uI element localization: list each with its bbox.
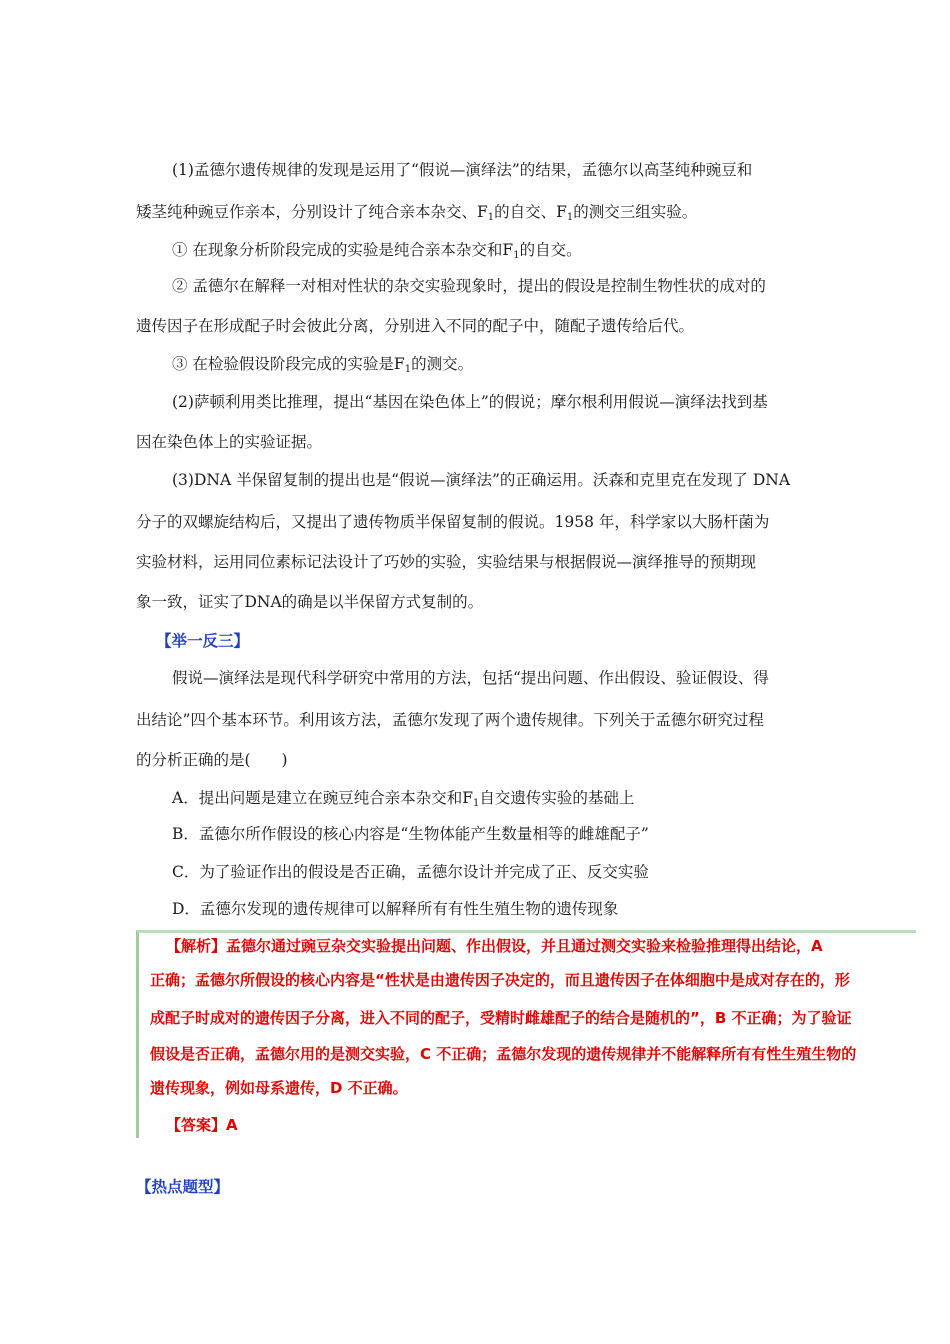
text-span: A．提出问题是建立在豌豆纯合亲本杂交和F	[172, 789, 473, 807]
analysis-line2: 正确；孟德尔所假设的核心内容是“性状是由遗传因子决定的，而且遗传因子在体细胞中是成对存在的，形	[150, 971, 850, 989]
summary-p2-line2: 因在染色体上的实验证据。	[136, 433, 323, 451]
summary-p2-line1: (2)萨顿利用类比推理，提出“基因在染色体上”的假说；摩尔根利用假说—演绎法找到基	[172, 393, 768, 411]
summary-item2-line1: ② 孟德尔在解释一对相对性状的杂交实验现象时，提出的假设是控制生物性状的成对的	[172, 277, 766, 295]
option-d: D．孟德尔发现的遗传规律可以解释所有有性生殖生物的遗传现象	[172, 900, 619, 918]
summary-item3	[172, 354, 862, 380]
text-span: 的测交三组实验。	[573, 203, 698, 221]
summary-p1-line2	[136, 202, 826, 228]
summary-item1	[172, 240, 862, 266]
subscript: 1	[566, 212, 574, 223]
text-span: 自交遗传实验的基础上	[479, 789, 635, 807]
analysis-line3: 成配子时成对的遗传因子分离，进入不同的配子，受精时雌雄配子的结合是随机的”，B 不正确；为了验证	[150, 1009, 852, 1027]
summary-p3-line4: 象一致，证实了DNA的确是以半保留方式复制的。	[136, 593, 484, 611]
text-span: ③ 在检验假设阶段完成的实验是F	[172, 355, 405, 373]
text-span: 的测交。	[411, 355, 474, 373]
practice-heading: 【举一反三】	[156, 631, 250, 650]
analysis-box	[136, 930, 916, 1138]
summary-p1-line1: (1)孟德尔遗传规律的发现是运用了“假说—演绎法”的结果，孟德尔以高茎纯种豌豆和	[172, 161, 753, 179]
subscript: 1	[513, 250, 520, 261]
subscript: 1	[487, 212, 495, 223]
text-span: ① 在现象分析阶段完成的实验是纯合亲本杂交和F	[172, 241, 514, 259]
option-b: B．孟德尔所作假设的核心内容是“生物体能产生数量相等的雌雄配子”	[172, 825, 649, 843]
summary-item2-line2: 遗传因子在形成配子时会彼此分离，分别进入不同的配子中，随配子遗传给后代。	[136, 317, 695, 335]
option-a	[172, 788, 862, 814]
text-span: 矮茎纯种豌豆作亲本，分别设计了纯合亲本杂交、F	[136, 203, 488, 221]
analysis-line4: 假设是否正确，孟德尔用的是测交实验，C 不正确；孟德尔发现的遗传规律并不能解释所有有性生殖生物的	[150, 1045, 857, 1063]
option-c: C．为了验证作出的假设是否正确，孟德尔设计并完成了正、反交实验	[172, 863, 649, 881]
summary-p3-line3: 实验材料，运用同位素标记法设计了巧妙的实验，实验结果与根据假说—演绎推导的预期现	[136, 553, 757, 571]
text-span: 的自交、F	[494, 203, 567, 221]
question-line2: 出结论”四个基本环节。利用该方法，孟德尔发现了两个遗传规律。下列关于孟德尔研究过程	[136, 711, 764, 729]
text-span: 的自交。	[519, 241, 582, 259]
question-line3: 的分析正确的是( )	[136, 751, 288, 769]
summary-p3-line1: (3)DNA 半保留复制的提出也是“假说—演绎法”的正确运用。沃森和克里克在发现了 DNA	[172, 471, 791, 489]
question-line1: 假说—演绎法是现代科学研究中常用的方法，包括“提出问题、作出假设、验证假设、得	[172, 669, 769, 687]
analysis-line5: 遗传现象，例如母系遗传，D 不正确。	[150, 1079, 408, 1097]
hot-topic-heading: 【热点题型】	[136, 1177, 230, 1196]
analysis-line1: 【解析】孟德尔通过豌豆杂交实验提出问题、作出假设，并且通过测交实验来检验推理得出结论，A	[166, 937, 823, 955]
subscript: 1	[404, 364, 412, 375]
summary-p3-line2: 分子的双螺旋结构后，又提出了遗传物质半保留复制的假说。1958 年，科学家以大肠杆菌为	[136, 513, 770, 531]
subscript: 1	[472, 798, 480, 809]
answer-line: 【答案】A	[166, 1116, 238, 1134]
